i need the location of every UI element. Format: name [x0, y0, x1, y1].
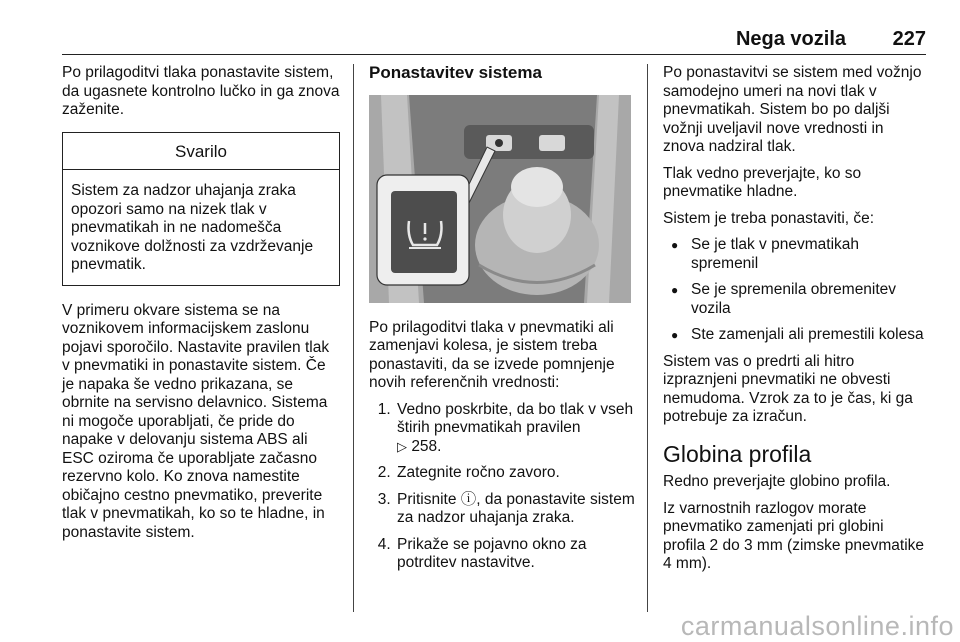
column-divider: [647, 64, 648, 612]
paragraph: Redno preverjajte globino profila.: [663, 473, 891, 490]
paragraph: Sistem je treba ponastaviti, če:: [663, 209, 875, 227]
page-ref: 258.: [411, 437, 442, 455]
warning-box: [62, 132, 340, 286]
list-item: 2. Zategnite ročno zavoro.: [395, 464, 635, 483]
list-item: ● Se je tlak v pnevmatikah spremenil: [691, 236, 928, 273]
step-text: Vedno poskrbite, da bo tlak v vseh štirih pnevmatikah pravilen: [397, 400, 634, 436]
section-heading: Globina profila: [663, 440, 812, 467]
center-console-illustration: [369, 95, 631, 303]
list-item: ● Se je spremenila obremenitev vozila: [691, 281, 928, 318]
column-right: [663, 64, 928, 582]
paragraph: Tlak vedno preverjajte, ko so pnevmatike hladne.: [663, 164, 862, 200]
malfunction-paragraph: V primeru okvare sistema se na voznikovem informacijskem zaslonu pojavi sporočilo. Nastavite pravilen tlak v pnevmatiki in ponastavite sistem. Če je napaka še vedno prikazana, se obrnite na servisno delavnico. Sistema ni mogoče uporabljati, če pride do napake v delovanju sistema ABS ali ESC oziroma če uporabljate začasno rezervno kolo. Ko znova namestite običajno cestno pnevmatiko, preverite tlak v pnevmatikah, ko so te hladne, in ponastavite sistem.: [62, 301, 330, 541]
reset-conditions-list: [663, 236, 928, 345]
header-title: Nega vozila: [735, 28, 846, 50]
page-number: 227: [892, 28, 926, 50]
warning-body: Sistem za nadzor uhajanja zraka opozori samo na nizek tlak v pnevmatikah in ne nadomešča voznikove dolžnosti za vzdrževanje pnevmatik.: [71, 182, 314, 273]
paragraph: Iz varnostnih razlogov morate pnevmatiko zamenjati pri globini profila 2 do 3 mm (zimske pnevmatike 4 mm).: [663, 499, 925, 572]
paragraph: Po ponastavitvi se sistem med vožnjo samodejno umeri na novi tlak v pnevmatikah. Sistem bo po daljši vožnji uveljavil nove vrednosti in znova nadziral tlak.: [663, 64, 922, 155]
paragraph: Sistem vas o predrti ali hitro izpraznjeni pnevmatiki ne obvesti nemudoma. Vzrok za to je čas, ki ga potrebuje za izračun.: [663, 352, 913, 425]
console-figure: [369, 95, 631, 303]
list-item: 4. Prikaže se pojavno okno za potrditev nastavitve.: [395, 536, 635, 573]
intro-paragraph: Po prilagoditvi tlaka ponastavite sistem, da ugasnete kontrolno lučko in ga znova zaženite.: [62, 64, 340, 118]
column-left: [62, 64, 340, 550]
watermark: carmanualsonline.info: [680, 611, 954, 641]
page-ref-icon: ▷: [397, 438, 407, 454]
column-middle: [369, 64, 635, 581]
page-header: [62, 24, 926, 55]
column-divider: [353, 64, 354, 612]
reset-steps: [369, 401, 635, 573]
warning-title: Svarilo: [63, 133, 339, 171]
list-item: ● Ste zamenjali ali premestili kolesa: [691, 326, 928, 345]
list-item: 3. Pritisnite ⓘ, da ponastavite sistem za nadzor uhajanja zraka.: [395, 491, 635, 528]
reset-intro: Po prilagoditvi tlaka v pnevmatiki ali zamenjavi kolesa, je sistem treba ponastaviti, da se izvede pomnjenje novih referenčnih vrednosti:: [369, 318, 615, 391]
list-item: [395, 401, 635, 457]
section-title: Ponastavitev sistema: [369, 63, 542, 82]
